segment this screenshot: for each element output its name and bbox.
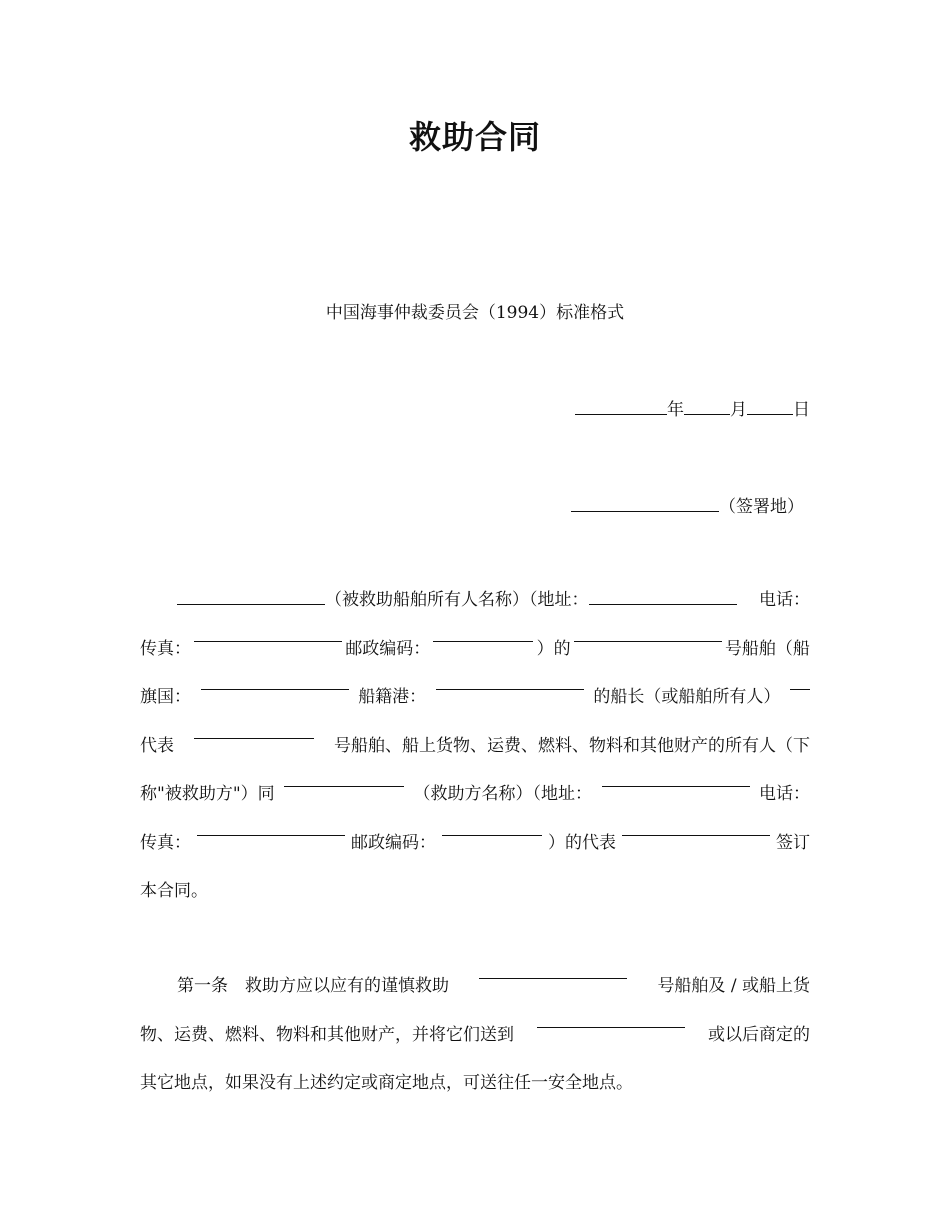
- year-label: 年: [667, 400, 684, 420]
- year-blank: [575, 398, 667, 415]
- salvor-representative-label: ）的代表: [548, 832, 616, 853]
- owner-phone-label: 电话：: [759, 590, 810, 610]
- owner-fax-blank: [194, 625, 342, 642]
- master-blank: [790, 673, 810, 690]
- salvor-phone-label: 电话：: [758, 784, 810, 804]
- parties-line-1: [140, 576, 810, 625]
- article-1-heading: 第一条 救助方应以应有的谨慎救助: [177, 976, 449, 996]
- owner-postcode-label: 邮政编码：: [345, 638, 431, 659]
- article-1-agreed-label: 或以后商定的: [708, 1024, 810, 1045]
- parties-line-7: [140, 867, 810, 916]
- document-title: 救助合同: [408, 118, 541, 156]
- article-1-line-1: [140, 962, 810, 1011]
- property-owners-label: 号船舶、船上货物、运费、燃料、物料和其他财产的所有人（下: [334, 735, 810, 756]
- owner-name-label: （被救助船舶所有人名称）（地址：: [325, 590, 589, 610]
- day-blank: [747, 398, 793, 415]
- owner-postcode-blank: [433, 625, 533, 642]
- of-label: ）的: [536, 638, 571, 659]
- parties-line-4: [140, 722, 810, 771]
- parties-line-6: [140, 819, 810, 868]
- date-line: [575, 395, 810, 420]
- article-1-paragraph: [140, 962, 810, 1108]
- salvor-representative-blank: [622, 819, 770, 836]
- salvaged-party-label: 称"被救助方"）同: [140, 784, 275, 804]
- parties-line-2: [140, 625, 810, 674]
- article-1-line-3: [140, 1059, 810, 1108]
- sign-label: 签订: [776, 832, 810, 853]
- contract-end-label: 本合同。: [140, 881, 208, 901]
- master-label: 的船长（或船舶所有人）: [593, 687, 781, 707]
- salvor-fax-label: 传真：: [140, 832, 191, 853]
- salvor-name-blank: [284, 770, 404, 787]
- article-1-safe-place-label: 其它地点，如果没有上述约定或商定地点，可送往任一安全地点。: [140, 1073, 633, 1093]
- port-of-registry-blank: [436, 673, 584, 690]
- salvor-fax-blank: [197, 819, 345, 836]
- owner-fax-label: 传真：: [140, 638, 191, 659]
- destination-blank: [537, 1011, 685, 1028]
- vessel-no-label: 号船舶（船: [724, 638, 810, 659]
- signing-place-line: [571, 492, 804, 517]
- article-1-property-label: 物、运费、燃料、物料和其他财产，并将它们送到: [140, 1024, 514, 1045]
- day-label: 日: [793, 400, 810, 420]
- month-blank: [684, 398, 730, 415]
- parties-line-5: [140, 770, 810, 819]
- month-label: 月: [730, 400, 747, 420]
- salvor-address-blank: [602, 770, 750, 787]
- salvor-postcode-label: 邮政编码：: [351, 832, 436, 853]
- salvor-name-label: （救助方名称）（地址：: [413, 784, 593, 804]
- signing-place-blank: [571, 495, 719, 512]
- salvaged-vessel-blank: [479, 962, 627, 979]
- owner-name-blank: [177, 588, 325, 605]
- flag-state-blank: [201, 673, 349, 690]
- signing-place-label: （签署地）: [719, 497, 804, 517]
- flag-state-label: 旗国：: [140, 687, 191, 707]
- represent-label: 代表: [140, 735, 174, 756]
- port-of-registry-label: 船籍港：: [358, 687, 427, 707]
- parties-line-3: [140, 673, 810, 722]
- article-1-vessel-label: 号船舶及 / 或船上货: [657, 976, 810, 996]
- salvor-postcode-blank: [442, 819, 542, 836]
- vessel-name-blank: [574, 625, 722, 642]
- article-1-line-2: [140, 1011, 810, 1060]
- document-subtitle: 中国海事仲裁委员会（1994）标准格式: [325, 303, 625, 323]
- parties-paragraph: [140, 576, 810, 916]
- represented-vessel-blank: [194, 722, 314, 739]
- owner-address-blank: [589, 588, 737, 605]
